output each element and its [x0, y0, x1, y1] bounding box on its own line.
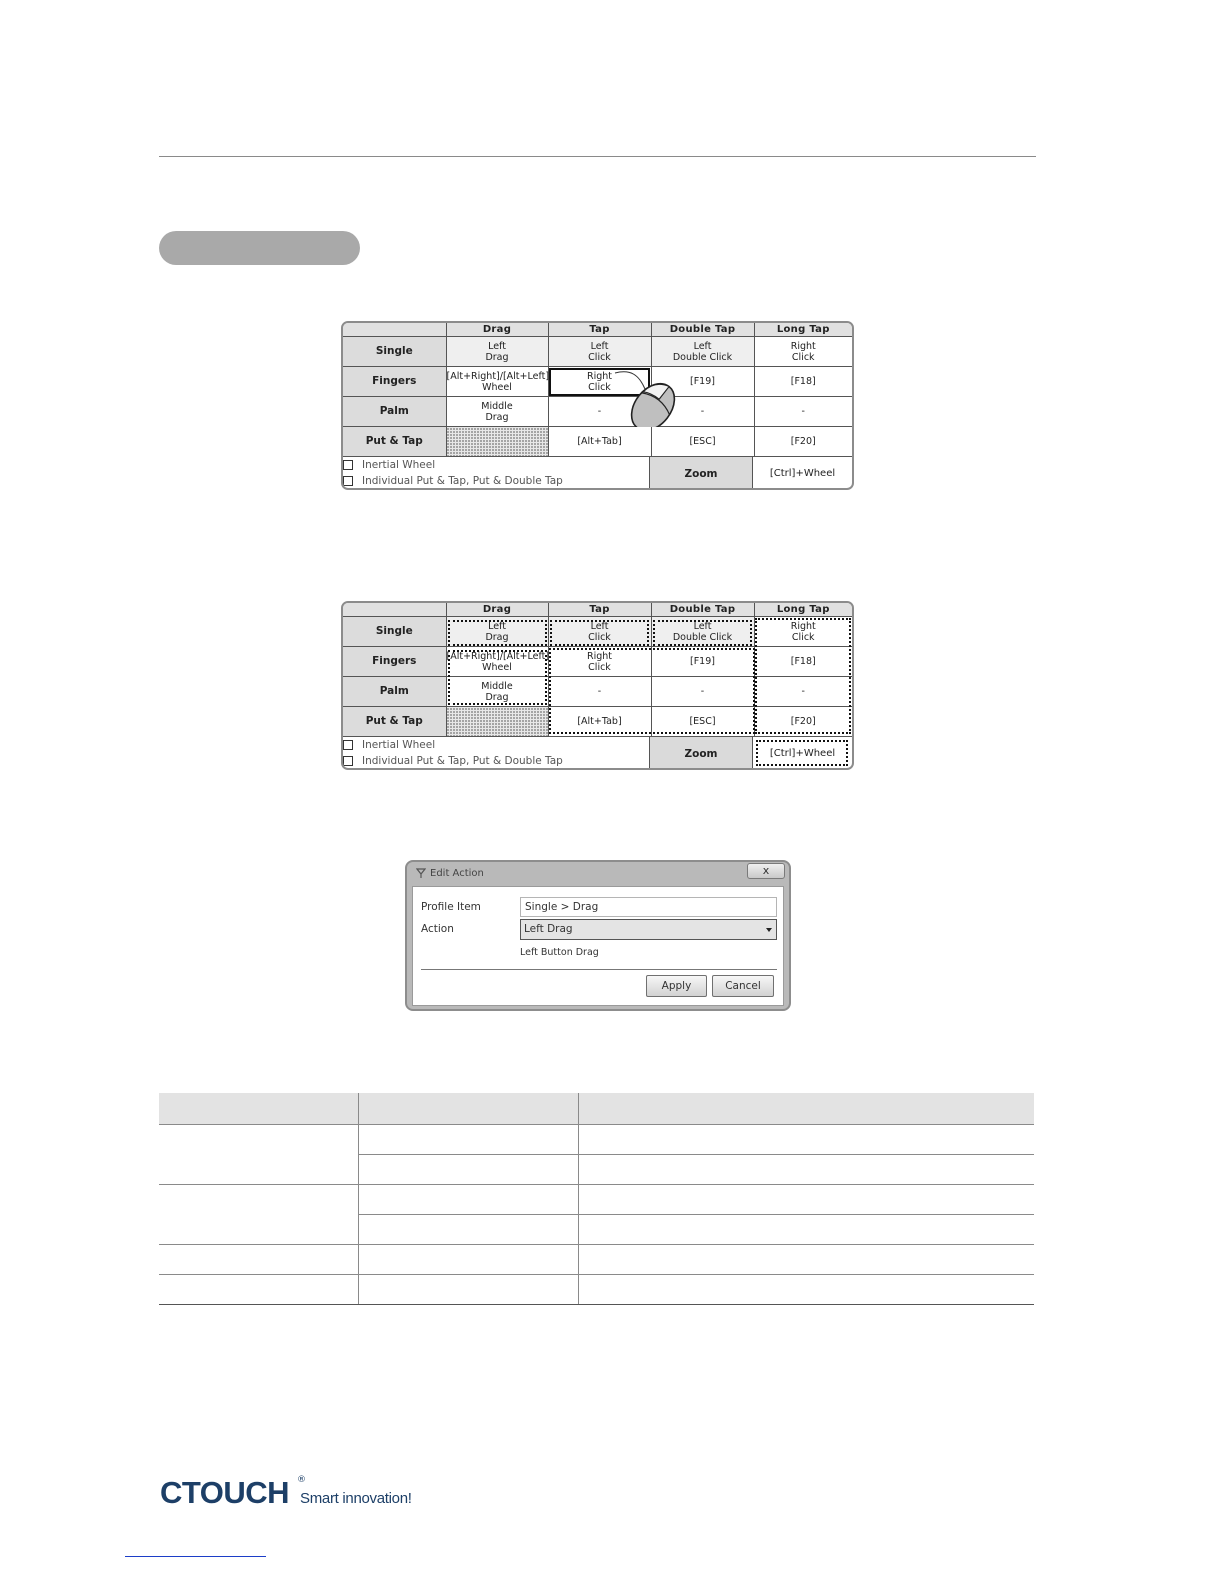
mouse-cursor-icon [609, 363, 689, 427]
app-icon [416, 868, 426, 879]
cell-line-2: Click [791, 351, 815, 363]
action-label: Action [421, 923, 454, 935]
cell-palm-drag[interactable] [446, 397, 548, 427]
cell-line-2: Double Click [672, 631, 733, 643]
gesture-panel-1 [341, 321, 854, 490]
profile-item-field: Single > Drag [520, 897, 777, 917]
column-header-long-tap: Long Tap [754, 603, 852, 617]
row-fingers [343, 367, 852, 397]
cell-put-tap-tap[interactable]: [Alt+Tab] [548, 427, 651, 457]
table-cell [358, 1245, 578, 1275]
inertial-wheel-option[interactable] [343, 459, 435, 471]
action-selected-value: Left Drag [524, 923, 573, 935]
cell-put-tap-drag-disabled [446, 707, 548, 737]
table-cell [159, 1125, 358, 1185]
cell-single-tap[interactable] [548, 337, 651, 367]
zoom-value-cell[interactable]: [Ctrl]+Wheel [753, 737, 852, 770]
row-header-single: Single [343, 617, 446, 647]
dialog-titlebar[interactable] [407, 862, 789, 884]
apply-button[interactable]: Apply [646, 975, 707, 997]
row-header-palm: Palm [343, 397, 446, 427]
cell-palm-long-tap[interactable]: - [754, 397, 852, 427]
cell-single-tap[interactable] [548, 617, 651, 647]
cell-line-1: Left [590, 620, 609, 632]
column-header-long-tap: Long Tap [754, 323, 852, 337]
inertial-wheel-label: Inertial Wheel [362, 739, 436, 751]
corner-header [343, 603, 446, 617]
ctouch-logo [160, 1472, 420, 1512]
individual-put-tap-checkbox[interactable] [343, 476, 353, 486]
cell-line-1: Left [590, 340, 609, 352]
row-header-single: Single [343, 337, 446, 367]
zoom-label: Zoom [649, 457, 753, 490]
cell-line-2: Click [791, 631, 815, 643]
table-cell [358, 1185, 578, 1215]
cell-line-1: [Alt+Right]/[Alt+Left] [446, 650, 550, 662]
action-description: Left Button Drag [520, 947, 599, 958]
column-header-tap: Tap [548, 323, 651, 337]
row-header-palm: Palm [343, 677, 446, 707]
zoom-value-cell[interactable]: [Ctrl]+Wheel [769, 468, 836, 479]
dialog-separator [421, 969, 777, 970]
gesture-table [343, 603, 852, 737]
reference-table [159, 1093, 1034, 1305]
table-cell [578, 1215, 1034, 1245]
top-rule [159, 156, 1036, 157]
header-cell [578, 1093, 1034, 1125]
header-cell [159, 1093, 358, 1125]
cell-line-2: Drag [485, 411, 509, 423]
table-cell [578, 1185, 1034, 1215]
row-put-and-tap [343, 427, 852, 457]
cell-line-1: Left [693, 620, 712, 632]
cell-palm-double-tap[interactable]: - [651, 677, 754, 707]
options-strip [343, 736, 852, 770]
table-cell [159, 1185, 358, 1245]
cell-palm-drag[interactable] [446, 677, 548, 707]
cell-fingers-double-tap[interactable]: [F19] [651, 367, 754, 397]
inertial-wheel-checkbox[interactable] [343, 460, 353, 470]
section-heading-pill [159, 231, 360, 265]
individual-put-tap-checkbox[interactable] [343, 756, 353, 766]
row-palm [343, 397, 852, 427]
corner-header [343, 323, 446, 337]
row-header-fingers: Fingers [343, 367, 446, 397]
cell-fingers-drag[interactable] [446, 647, 548, 677]
table-row [159, 1245, 1034, 1275]
cell-single-long-tap[interactable] [754, 337, 852, 367]
table-cell [159, 1275, 358, 1305]
table-cell [578, 1125, 1034, 1155]
cell-line-1: Left [488, 340, 506, 352]
cell-line-1: Right [790, 620, 816, 632]
cell-line-2: Wheel [482, 661, 512, 673]
cell-put-tap-long-tap[interactable]: [F20] [754, 427, 852, 457]
cell-single-double-tap[interactable] [651, 617, 754, 647]
cell-fingers-drag[interactable] [446, 367, 548, 397]
logo-wordmark: CTOUCH [160, 1475, 290, 1510]
column-header-drag: Drag [446, 603, 548, 617]
chevron-down-icon [766, 928, 772, 932]
options-strip [343, 456, 852, 490]
table-cell [358, 1125, 578, 1155]
individual-put-tap-label: Individual Put & Tap, Put & Double Tap [362, 755, 563, 767]
column-header-double-tap: Double Tap [651, 323, 754, 337]
dialog-body [412, 886, 784, 1006]
table-cell [159, 1245, 358, 1275]
cell-single-drag[interactable] [446, 337, 548, 367]
profile-item-label: Profile Item [421, 901, 481, 913]
individual-put-tap-option[interactable] [343, 755, 563, 767]
table-cell [358, 1215, 578, 1245]
cell-palm-tap[interactable]: - [548, 677, 651, 707]
cell-line-2: Wheel [482, 381, 512, 393]
individual-put-tap-option[interactable] [343, 475, 563, 487]
edit-action-dialog [405, 860, 791, 1011]
cell-fingers-long-tap[interactable]: [F18] [754, 367, 852, 397]
cell-line-1: Right [586, 370, 613, 382]
cell-fingers-long-tap[interactable]: [F18] [754, 647, 852, 677]
row-header-fingers: Fingers [343, 647, 446, 677]
cell-single-double-tap[interactable] [651, 337, 754, 367]
registered-mark: ® [297, 1475, 306, 1485]
inertial-wheel-option[interactable] [343, 739, 435, 751]
cell-put-tap-long-tap[interactable]: [F20] [754, 707, 852, 737]
cell-fingers-tap[interactable] [548, 647, 651, 677]
cancel-button[interactable]: Cancel [712, 975, 774, 997]
table-cell [578, 1245, 1034, 1275]
cell-put-tap-double-tap[interactable]: [ESC] [651, 707, 754, 737]
table-cell [578, 1155, 1034, 1185]
table-cell [358, 1275, 578, 1305]
cell-palm-tap[interactable]: - [548, 397, 651, 427]
inertial-wheel-checkbox[interactable] [343, 740, 353, 750]
column-header-double-tap: Double Tap [651, 603, 754, 617]
row-single [343, 617, 852, 647]
row-put-and-tap [343, 707, 852, 737]
table-row [159, 1275, 1034, 1305]
column-header-tap: Tap [548, 603, 651, 617]
table-row [159, 1125, 1034, 1155]
row-fingers [343, 647, 852, 677]
cell-palm-long-tap[interactable]: - [754, 677, 852, 707]
cell-put-tap-double-tap[interactable]: [ESC] [651, 427, 754, 457]
cell-line-2: Drag [485, 691, 509, 703]
table-cell [358, 1155, 578, 1185]
cell-line-2: Drag [485, 351, 509, 363]
close-button[interactable] [747, 863, 785, 879]
cell-line-1: Middle [481, 400, 513, 412]
cell-line-1: Left [693, 340, 712, 352]
cell-line-2: Double Click [672, 351, 733, 363]
action-dropdown[interactable] [520, 919, 777, 940]
cell-put-tap-drag-disabled [446, 427, 548, 457]
cell-single-drag[interactable] [446, 617, 548, 647]
table-row [159, 1185, 1034, 1215]
zoom-label: Zoom [649, 737, 753, 770]
row-single [343, 337, 852, 367]
row-header-put-and-tap: Put & Tap [343, 707, 446, 737]
cell-line-1: Left [488, 620, 506, 632]
inertial-wheel-label: Inertial Wheel [362, 459, 436, 471]
cell-line-2: Click [588, 631, 611, 643]
cell-line-1: Right [586, 650, 613, 662]
logo-tagline: Smart innovation! [300, 1490, 412, 1507]
cell-line-2: Click [588, 661, 611, 673]
cell-single-long-tap[interactable] [754, 617, 852, 647]
cell-line-1: Middle [481, 680, 513, 692]
gesture-table [343, 323, 852, 457]
column-header-drag: Drag [446, 323, 548, 337]
cell-palm-double-tap[interactable]: - [651, 397, 754, 427]
cell-line-2: Drag [485, 631, 509, 643]
dialog-title: Edit Action [430, 868, 484, 879]
individual-put-tap-label: Individual Put & Tap, Put & Double Tap [362, 475, 563, 487]
reference-table-header [159, 1093, 1034, 1125]
table-cell [578, 1275, 1034, 1305]
header-cell [358, 1093, 578, 1125]
close-icon: x [762, 864, 770, 877]
row-palm [343, 677, 852, 707]
gesture-panel-2 [341, 601, 854, 770]
bottom-link-underline[interactable] [125, 1556, 266, 1557]
row-header-put-and-tap: Put & Tap [343, 427, 446, 457]
cell-put-tap-tap[interactable]: [Alt+Tab] [548, 707, 651, 737]
cell-line-2: Click [588, 351, 611, 363]
cell-line-1: [Alt+Right]/[Alt+Left] [446, 370, 550, 382]
cell-fingers-double-tap[interactable]: [F19] [651, 647, 754, 677]
cell-line-1: Right [790, 340, 816, 352]
cell-line-2: Click [588, 381, 611, 393]
